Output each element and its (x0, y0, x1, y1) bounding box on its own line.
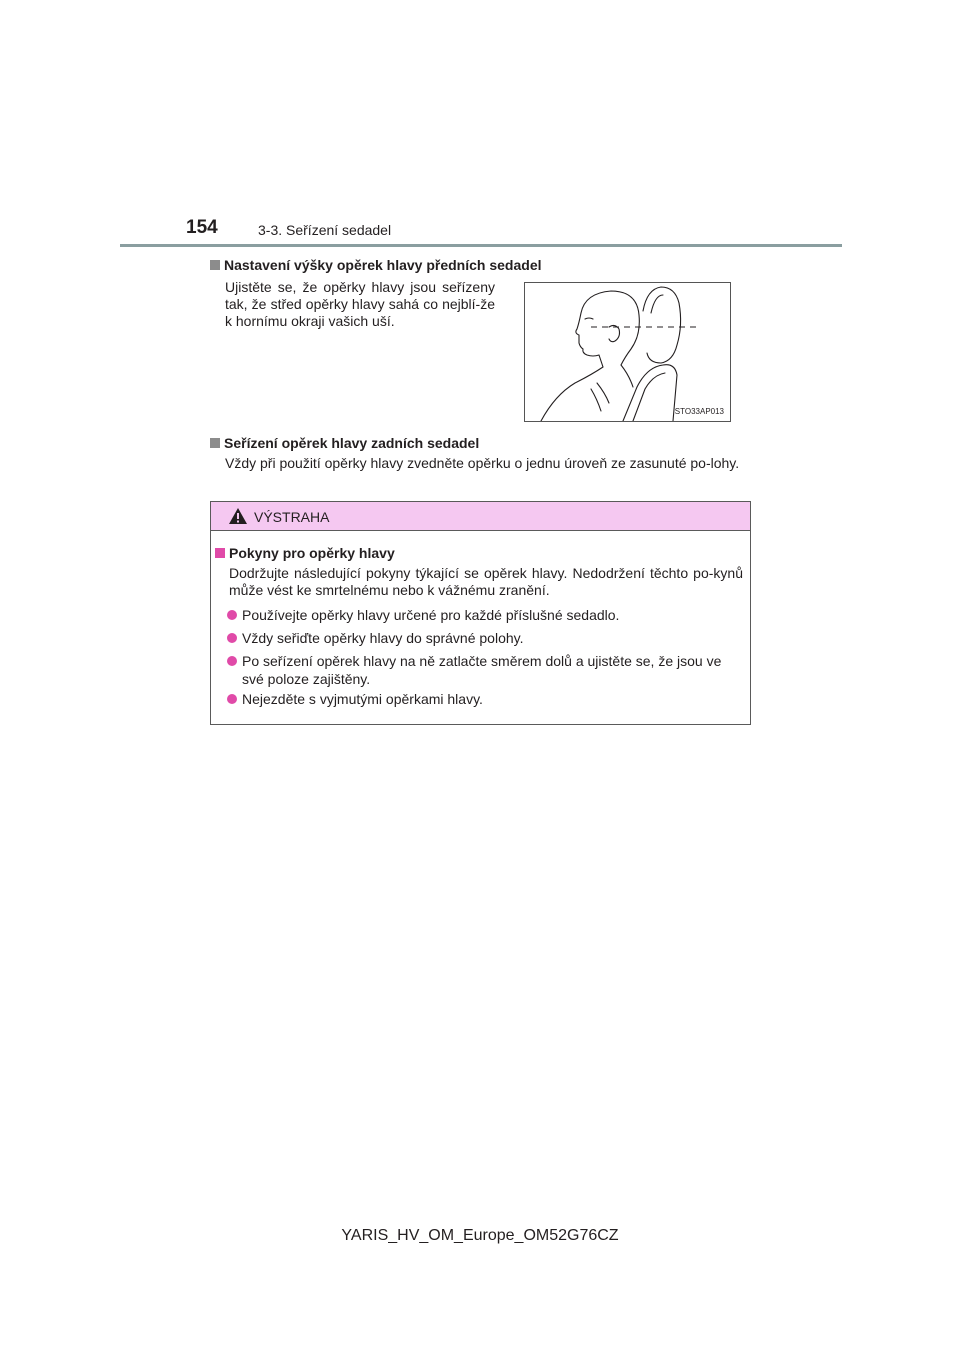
bullet-text: Vždy seřiďte opěrky hlavy do správné polohy. (242, 630, 524, 646)
bullet-text: Nejezděte s vyjmutými opěrkami hlavy. (242, 691, 483, 707)
warning-bullet (227, 652, 747, 688)
seat-back-inner (633, 373, 665, 421)
seat-back-outline (623, 365, 677, 421)
warning-label: VÝSTRAHA (254, 509, 330, 525)
header-rule (120, 244, 842, 247)
warning-bullet (227, 629, 747, 647)
rear-headrest-text: Vždy při použití opěrky hlavy zvedněte opěrku o jednu úroveň ze zasunuté po-lohy. (225, 455, 740, 471)
headrest-outline (643, 287, 681, 363)
warning-bullet (227, 690, 747, 708)
collar-line (597, 383, 609, 403)
bullet-dot-icon (227, 633, 237, 643)
figure-code: STO33AP013 (674, 407, 724, 416)
warning-bullet (227, 606, 747, 624)
warning-heading-text: Pokyny pro opěrky hlavy (229, 545, 395, 561)
bullet-text: Po seřízení opěrek hlavy na ně zatlačte směrem dolů a ujistěte se, že jsou ve své poloze zajištěny. (242, 653, 722, 687)
footer-doc-id: YARIS_HV_OM_Europe_OM52G76CZ (341, 1227, 619, 1244)
page-number: 154 (186, 217, 218, 238)
bullet-text: Používejte opěrky hlavy určené pro každé příslušné sedadlo. (242, 607, 620, 623)
ear (609, 325, 620, 341)
warning-heading (215, 544, 395, 562)
headrest-drawing (525, 283, 731, 422)
eyebrow (585, 318, 593, 319)
section-heading-rear-headrest (210, 434, 479, 452)
section-title: 3-3. Seřízení sedadel (258, 222, 392, 238)
headrest-shade (651, 295, 663, 313)
bullet-dot-icon (227, 610, 237, 620)
warning-triangle-icon (228, 507, 248, 525)
warning-text: Dodržujte následující pokyny týkající se opěrek hlavy. Nedodržení těchto po-kynů může vést ke smrtelnému nebo k vážnému zranění. (229, 565, 743, 598)
arm-line (591, 389, 601, 411)
bullet-dot-icon (227, 656, 237, 666)
square-bullet-icon (210, 260, 220, 270)
section-heading-text: Seřízení opěrek hlavy zadních sedadel (224, 435, 480, 451)
warning-header (211, 502, 750, 531)
section-heading-text: Nastavení výšky opěrek hlavy předních sedadel (224, 257, 542, 273)
front-headrest-text: Ujistěte se, že opěrky hlavy jsou seřízeny tak, že střed opěrky hlavy sahá co nejblí-že k hornímu okraji vašich uší. (225, 279, 495, 329)
face-profile (576, 313, 603, 367)
neck-back (621, 365, 633, 387)
square-bullet-icon (215, 548, 225, 558)
warning-box (210, 501, 751, 725)
section-heading-front-headrest (210, 256, 542, 274)
headrest-illustration (524, 282, 731, 422)
bullet-dot-icon (227, 694, 237, 704)
head-back (581, 291, 639, 365)
square-bullet-icon (210, 438, 220, 448)
